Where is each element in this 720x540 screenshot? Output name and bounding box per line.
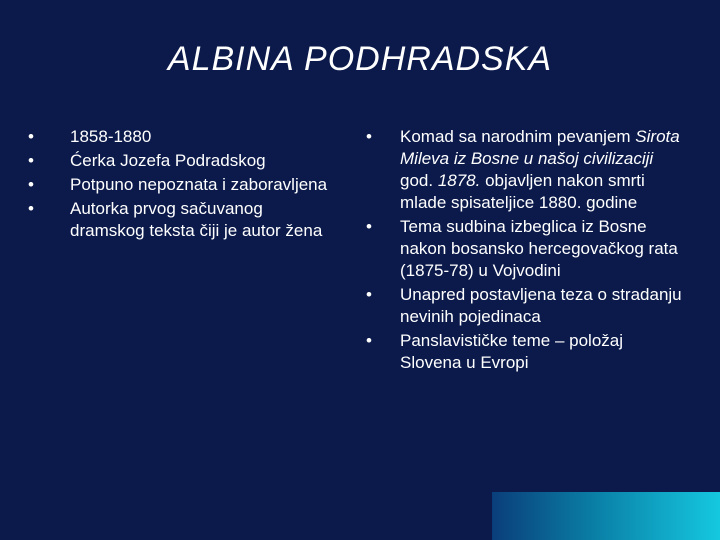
text-segment: objavljen nakon smrti mlade spisateljice 1880. godine <box>400 171 645 212</box>
bullet-text: 1858-1880 <box>70 127 152 146</box>
list-item <box>364 330 684 374</box>
bullet-text: Unapred postavljena teza o stradanju nevinih pojedinaca <box>400 285 682 326</box>
list-item <box>364 126 684 214</box>
bullet-text: Potpuno nepoznata i zaboravljena <box>70 175 328 194</box>
bullet-icon: • <box>366 127 372 146</box>
year-italic: 1878. <box>437 171 481 190</box>
play-title: Sirota Mileva iz Bosne u našoj civilizaciji <box>400 127 680 168</box>
list-item <box>364 216 684 282</box>
left-column <box>24 126 332 244</box>
bullet-text: Autorka prvog sačuvanog dramskog teksta čiji je autor žena <box>70 199 323 240</box>
bullet-icon: • <box>366 217 372 236</box>
list-item <box>24 174 332 196</box>
list-item <box>364 284 684 328</box>
bullet-text: Panslavističke teme – položaj Slovena u Evropi <box>400 331 624 372</box>
list-item <box>24 150 332 172</box>
right-column <box>364 126 684 376</box>
text-segment: Komad sa narodnim pevanjem <box>400 127 636 146</box>
bullet-icon: • <box>366 285 372 304</box>
bullet-icon: • <box>28 199 34 218</box>
list-item <box>24 126 332 148</box>
bullet-text <box>400 127 680 212</box>
bullet-icon: • <box>28 127 34 146</box>
bullet-icon: • <box>366 331 372 350</box>
bullet-icon: • <box>28 175 34 194</box>
bullet-icon: • <box>28 151 34 170</box>
corner-gradient-decoration <box>492 492 720 540</box>
list-item <box>24 198 332 242</box>
right-bullet-list <box>364 126 684 374</box>
bullet-text: Tema sudbina izbeglica iz Bosne nakon bosansko hercegovačkog rata (1875-78) u Vojvodini <box>400 217 678 280</box>
bullet-text: Ćerka Jozefa Podradskog <box>70 151 266 170</box>
slide-title: ALBINA PODHRADSKA <box>167 40 553 78</box>
text-segment: god. <box>400 171 438 190</box>
left-bullet-list <box>24 126 332 242</box>
